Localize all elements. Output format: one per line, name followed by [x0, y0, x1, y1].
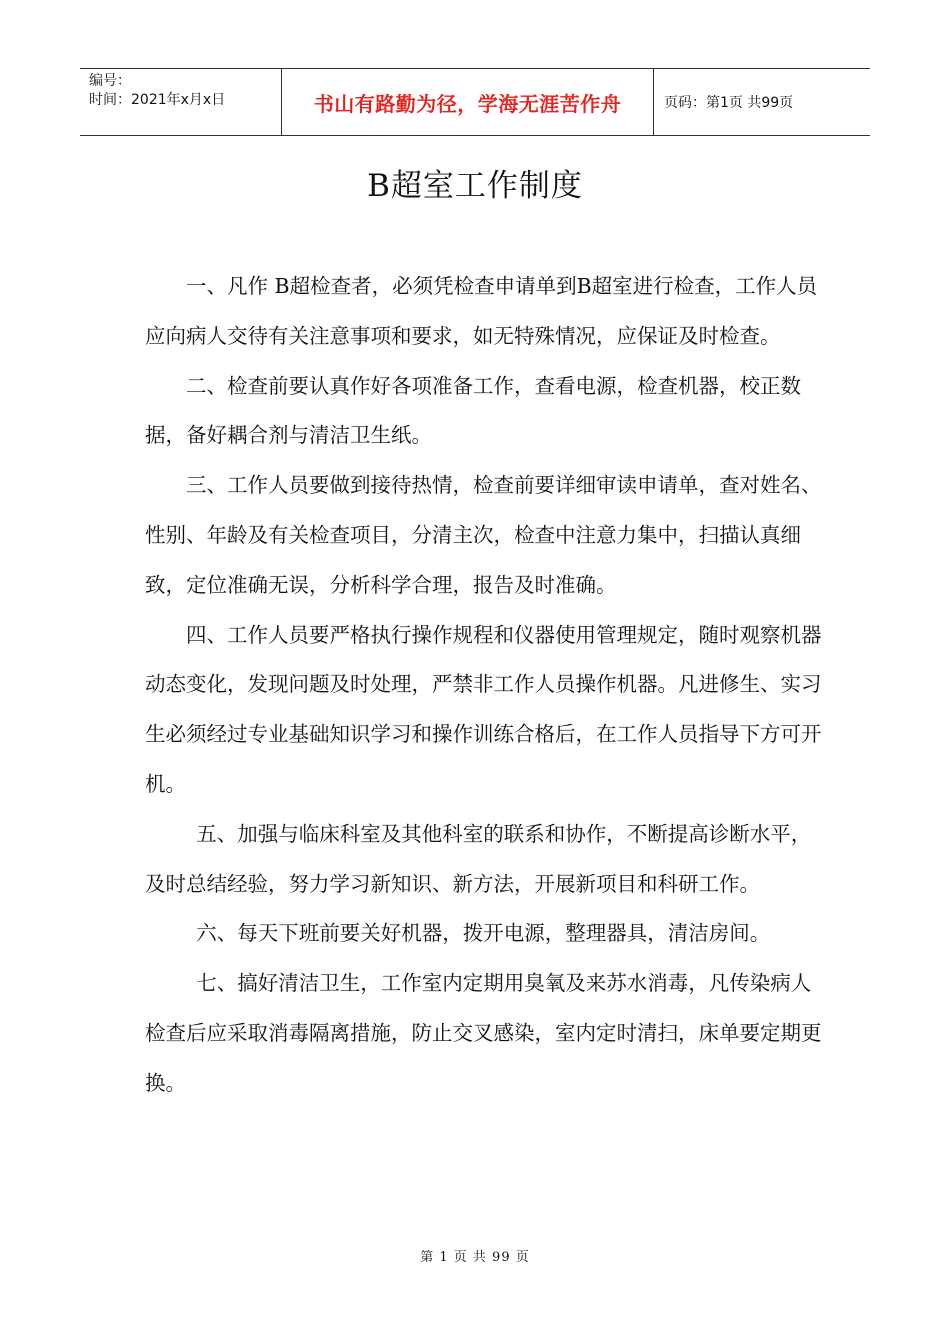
header-page-cell [654, 69, 870, 135]
paragraph-1: 一、凡作 B超检查者，必须凭检查申请单到B超室进行检查，工作人员应向病人交待有关注意事项和要求，如无特殊情况，应保证及时检查。 [145, 274, 818, 348]
paragraph-7: 七、搞好清洁卫生，工作室内定期用臭氧及来苏水消毒，凡传染病人检查后应采取消毒隔离措施，防止交叉感染，室内定时清扫，床单要定期更换。 [145, 971, 822, 1095]
paragraph-3: 三、工作人员要做到接待热情，检查前要详细审读申请单，查对姓名、性别、年龄及有关检查项目，分清主次，检查中注意力集中，扫描认真细致，定位准确无误，分析科学合理，报告及时准确。 [145, 473, 822, 597]
document-title: B超室工作制度 [367, 168, 583, 204]
header-motto-cell [282, 69, 654, 135]
paragraph-6: 六、每天下班前要关好机器，拨开电源，整理器具，清洁房间。 [196, 921, 771, 946]
header-table [80, 68, 870, 136]
number-label: 编号： [89, 73, 131, 89]
document-body [145, 262, 825, 1109]
motto-text: 书山有路勤为径，学海无涯苦作舟 [313, 91, 622, 116]
paragraph-4: 四、工作人员要严格执行操作规程和仪器使用管理规定，随时观察机器动态变化，发现问题及时处理，严禁非工作人员操作机器。凡进修生、实习生必须经过专业基础知识学习和操作训练合格后，在工作人员指导下方可开机。 [145, 622, 822, 796]
page-code: 页码：第1页 共99页 [664, 95, 794, 111]
page-footer: 第 1 页 共 99 页 [420, 1250, 530, 1265]
paragraph-2: 二、检查前要认真作好各项准备工作，查看电源，检查机器，校正数据，备好耦合剂与清洁卫生纸。 [145, 373, 801, 448]
paragraph-5: 五、加强与临床科室及其他科室的联系和协作，不断提高诊断水平，及时总结经验，努力学习新知识、新方法，开展新项目和科研工作。 [145, 821, 812, 896]
time-label: 时间：2021年x月x日 [89, 92, 226, 108]
header-meta-cell [80, 69, 282, 135]
